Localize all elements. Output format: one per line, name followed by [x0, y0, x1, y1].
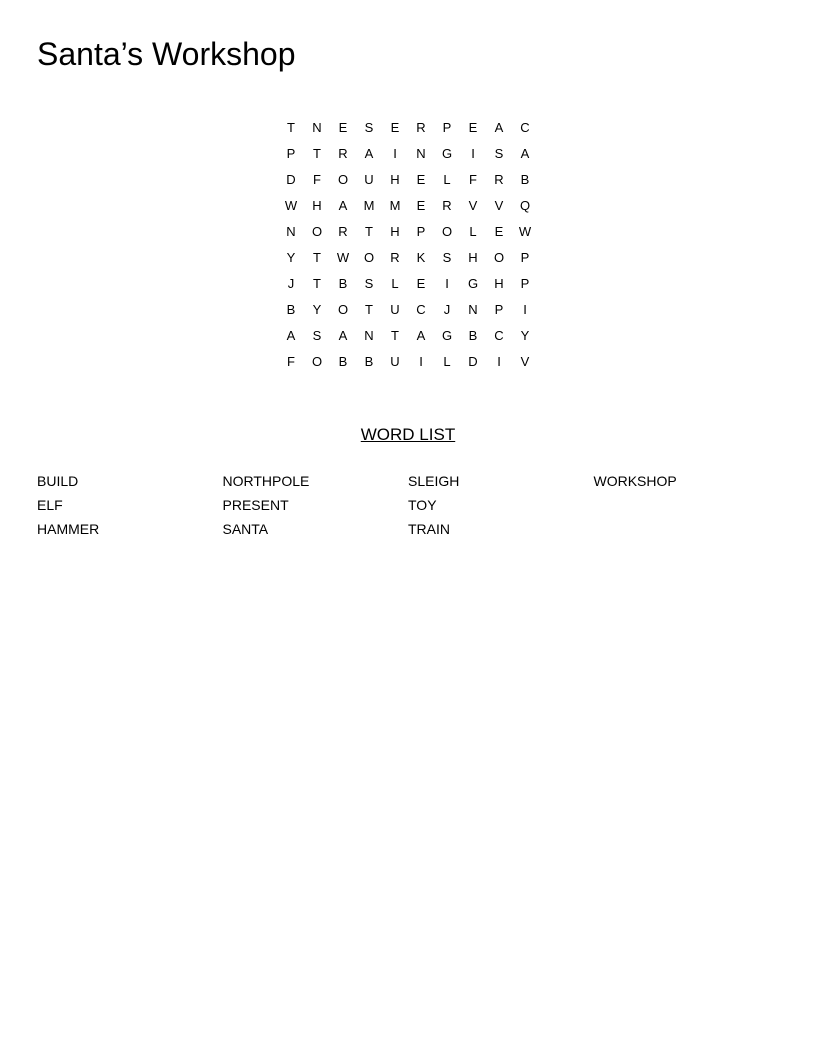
grid-letter: P: [286, 146, 296, 161]
grid-letter: U: [364, 172, 374, 187]
grid-letter: R: [416, 120, 426, 135]
grid-letter: L: [391, 276, 399, 291]
grid-letter: J: [287, 276, 295, 291]
grid-letter: D: [468, 354, 478, 369]
grid-letter: S: [494, 146, 504, 161]
grid-letter: I: [523, 302, 527, 317]
grid-letter: N: [416, 146, 426, 161]
grid-letter: R: [338, 224, 348, 239]
word-list-item: BUILD: [37, 473, 79, 489]
word-list-item: PRESENT: [222, 497, 289, 513]
grid-letter: A: [520, 146, 530, 161]
grid-letter: O: [311, 224, 323, 239]
grid-letter: Y: [312, 302, 322, 317]
grid-letter: O: [337, 302, 349, 317]
grid-letter: F: [469, 172, 477, 187]
grid-letter: G: [441, 146, 453, 161]
grid-letter: R: [338, 146, 348, 161]
grid-letter: N: [286, 224, 296, 239]
grid-letter: U: [390, 354, 400, 369]
grid-letter: A: [416, 328, 426, 343]
grid-letter: T: [391, 328, 399, 343]
grid-letter: I: [471, 146, 475, 161]
grid-letter: T: [287, 120, 295, 135]
grid-letter: H: [390, 224, 400, 239]
grid-letter: O: [441, 224, 453, 239]
grid-letter: O: [311, 354, 323, 369]
grid-letter: V: [468, 198, 478, 213]
grid-letter: G: [441, 328, 453, 343]
grid-letter: V: [520, 354, 530, 369]
word-list-item: NORTHPOLE: [222, 473, 310, 489]
grid-letter: D: [286, 172, 296, 187]
grid-letter: E: [390, 120, 400, 135]
grid-letter: T: [313, 276, 321, 291]
grid-letter: T: [365, 302, 373, 317]
word-list-item: SLEIGH: [408, 473, 460, 489]
grid-letter: R: [494, 172, 504, 187]
grid-letter: V: [494, 198, 504, 213]
grid-letter: L: [469, 224, 477, 239]
grid-letter: Y: [286, 250, 296, 265]
grid-letter: T: [313, 250, 321, 265]
word-list-item: TRAIN: [408, 521, 450, 537]
grid-letter: S: [312, 328, 322, 343]
grid-letter: C: [520, 120, 530, 135]
grid-letter: P: [520, 250, 530, 265]
grid-letter: Y: [520, 328, 530, 343]
grid-letter: U: [390, 302, 400, 317]
grid-letter: O: [363, 250, 375, 265]
grid-letter: P: [442, 120, 452, 135]
grid-letter: B: [520, 172, 530, 187]
grid-letter: P: [494, 302, 504, 317]
grid-letter: P: [520, 276, 530, 291]
word-list-item: HAMMER: [37, 521, 100, 537]
grid-letter: A: [364, 146, 374, 161]
page-title: Santa’s Workshop: [37, 36, 296, 72]
grid-letter: P: [416, 224, 426, 239]
grid-letter: R: [442, 198, 452, 213]
grid-letter: W: [336, 250, 350, 265]
grid-letter: A: [338, 198, 348, 213]
grid-letter: E: [494, 224, 504, 239]
word-list-item: WORKSHOP: [593, 473, 677, 489]
grid-letter: G: [467, 276, 479, 291]
grid-letter: F: [313, 172, 321, 187]
grid-letter: A: [338, 328, 348, 343]
grid-letter: W: [518, 224, 532, 239]
grid-letter: Q: [519, 198, 531, 213]
grid-letter: N: [312, 120, 322, 135]
grid-letter: F: [287, 354, 295, 369]
grid-letter: M: [363, 198, 375, 213]
word-list-item: SANTA: [222, 521, 269, 537]
grid-letter: T: [313, 146, 321, 161]
grid-letter: N: [364, 328, 374, 343]
grid-letter: C: [494, 328, 504, 343]
grid-letter: L: [443, 172, 451, 187]
grid-letter: E: [468, 120, 478, 135]
grid-letter: B: [364, 354, 374, 369]
word-search-grid: [278, 115, 538, 375]
grid-letter: I: [497, 354, 501, 369]
grid-letter: A: [286, 328, 296, 343]
grid-letter: I: [393, 146, 397, 161]
grid-letter: E: [416, 172, 426, 187]
grid-letter: T: [365, 224, 373, 239]
grid-letter: C: [416, 302, 426, 317]
grid-letter: S: [364, 120, 374, 135]
grid-letter: H: [468, 250, 478, 265]
grid-letter: K: [416, 250, 426, 265]
word-list: [37, 469, 779, 541]
word-list-heading: WORD LIST: [360, 425, 456, 444]
grid-letter: E: [416, 198, 426, 213]
grid-letter: B: [338, 354, 348, 369]
word-list-item: TOY: [408, 497, 437, 513]
grid-letter: W: [284, 198, 298, 213]
grid-letter: B: [286, 302, 296, 317]
grid-letter: H: [312, 198, 322, 213]
grid-letter: B: [338, 276, 348, 291]
grid-letter: J: [443, 302, 451, 317]
grid-letter: I: [419, 354, 423, 369]
grid-letter: S: [442, 250, 452, 265]
grid-letter: O: [337, 172, 349, 187]
grid-letter: M: [389, 198, 401, 213]
grid-letter: I: [445, 276, 449, 291]
grid-letter: B: [468, 328, 478, 343]
grid-letter: R: [390, 250, 400, 265]
grid-letter: E: [338, 120, 348, 135]
grid-letter: O: [493, 250, 505, 265]
grid-letter: H: [494, 276, 504, 291]
grid-letter: N: [468, 302, 478, 317]
grid-letter: A: [494, 120, 504, 135]
grid-letter: L: [443, 354, 451, 369]
word-list-item: ELF: [37, 497, 63, 513]
grid-letter: H: [390, 172, 400, 187]
grid-letter: E: [416, 276, 426, 291]
grid-letter: S: [364, 276, 374, 291]
